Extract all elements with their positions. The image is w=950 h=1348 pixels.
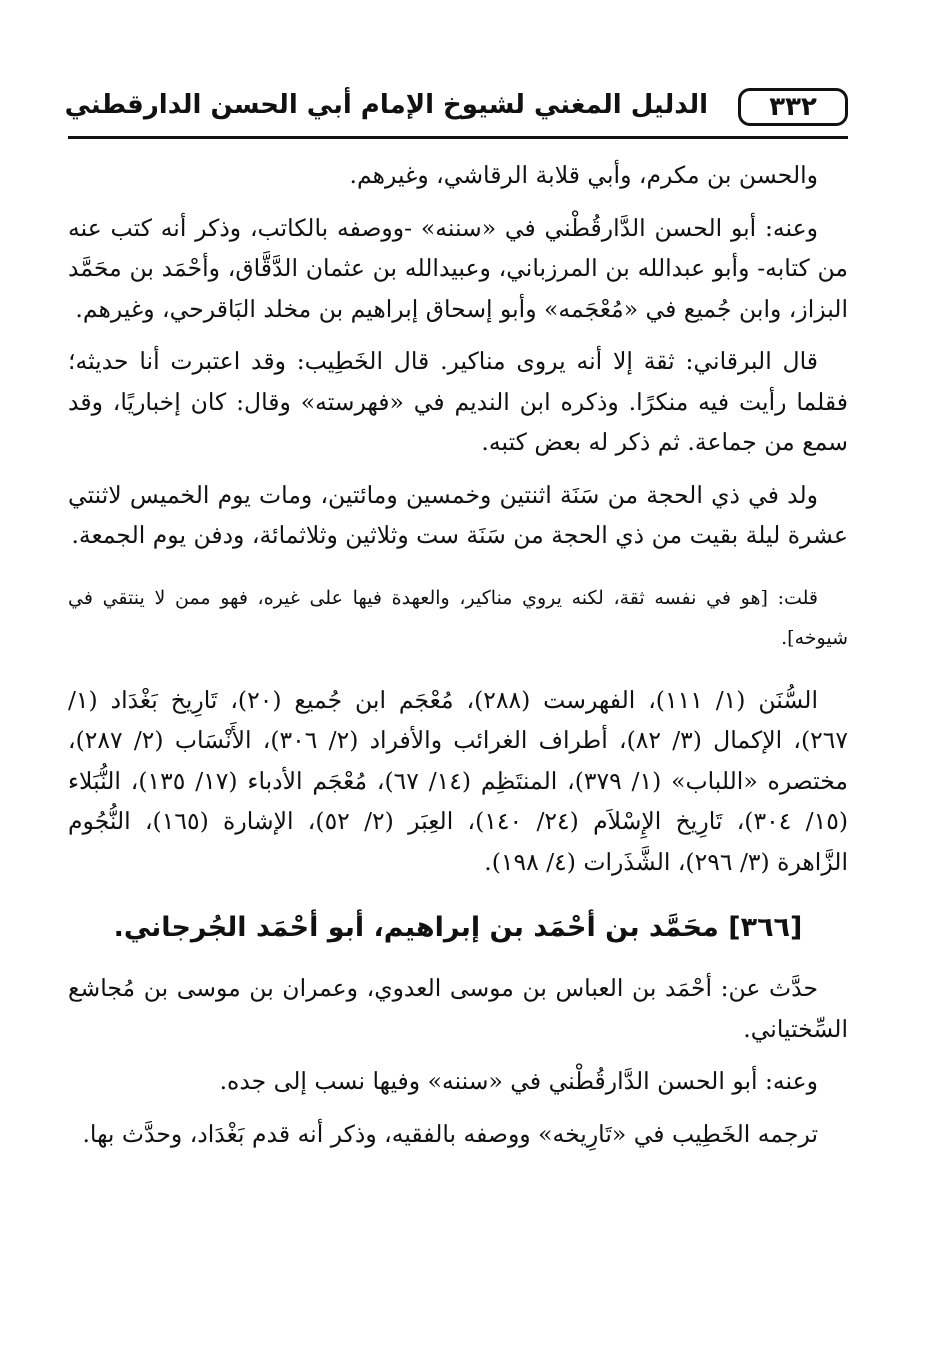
author-note: قلت: [هو في نفسه ثقة، لكنه يروي مناكير، والعهدة فيها على غيره، فهو ممن لا ينتقي في شيوخه]. (68, 586, 848, 649)
paragraph-teachers-continued: والحسن بن مكرم، وأبي قلابة الرقاشي، وغيرهم. (349, 161, 818, 189)
running-title: الدليل المغني لشيوخ الإمام أبي الحسن الدارقطني (64, 90, 708, 120)
page-number: ٣٣٢ (738, 88, 848, 126)
paragraph-birth-death: ولد في ذي الحجة من سَنَة اثنتين وخمسين ومائتين، ومات يوم الخميس لاثنتي عشرة ليلة بقيت من ذي الحجة من سَنَة ست وثلاثين وثلاثمائة، ودفن يوم الجمعة. (68, 480, 848, 549)
sources-list: السُّنَن (١/ ١١١)، الفهرست (٢٨٨)، مُعْجَم ابن جُميع (٢٠)، تَارِيخ بَغْدَاد (١/ ٢٦٧)، الإكمال (٣/ ٨٢)، أطراف الغرائب والأفراد (٢/ ٣٠٦)، الأَنْسَاب (٢/ ٢٨٧)، مختصره «اللباب» (١/ ٣٧٩)، المنتَظِم (١٤/ ٦٧)، مُعْجَم الأدباء (١٧/ ١٣٥)، النُّبَلاء (١٥/ ٣٠٤)، تَارِيخ الإِسْلاَم (٢٤/ ١٤٠)، العِبَر (٢/ ٥٢)، الإشارة (١٦٥)، النُّجُوم الزَّاهرة (٣/ ٢٩٦)، الشَّذَرات (٤/ ١٩٨). (68, 685, 849, 876)
paragraph-students: وعنه: أبو الحسن الدَّارقُطْني في «سننه» -ووصفه بالكاتب، وذكر أنه كتب عنه من كتابه- وأبو عبدالله بن المرزباني، وعبيدالله بن عثمان الدَّقَّاق، وأحْمَد بن محَمَّد البزاز، وابن جُميع في «مُعْجَمه» وأبو إسحاق إبراهيم بن مخلد البَاقرحي، وغيرهم. (68, 213, 848, 323)
entry-paragraph-students: وعنه: أبو الحسن الدَّارقُطْني في «سننه» وفيها نسب إلى جده. (219, 1067, 818, 1095)
entry-paragraph-biography: ترجمه الخَطِيب في «تَارِيخه» ووصفه بالفقيه، وذكر أنه قدم بَغْدَاد، وحدَّث بها. (82, 1119, 818, 1148)
paragraph-assessment: قال البرقاني: ثقة إلا أنه يروى مناكير. قال الخَطِيب: وقد اعتبرت أنا حديثه؛ فقلما رأيت فيه منكرًا. وذكره ابن النديم في «فهرسته» وقال: كان إخباريًا، وقد سمع من جماعة. ثم ذكر له بعض كتبه. (68, 347, 848, 456)
book-page (64, 86, 849, 1154)
entry-title: [٣٦٦] محَمَّد بن أحْمَد بن إبراهيم، أبو أحْمَد الجُرجاني. (113, 912, 803, 943)
entry-paragraph-teachers: حدَّث عن: أحْمَد بن العباس بن موسى العدوي، وعمران بن موسى بن مُجاشع السِّختياني. (68, 974, 848, 1043)
page-content (68, 139, 848, 1154)
page-header (64, 86, 848, 139)
